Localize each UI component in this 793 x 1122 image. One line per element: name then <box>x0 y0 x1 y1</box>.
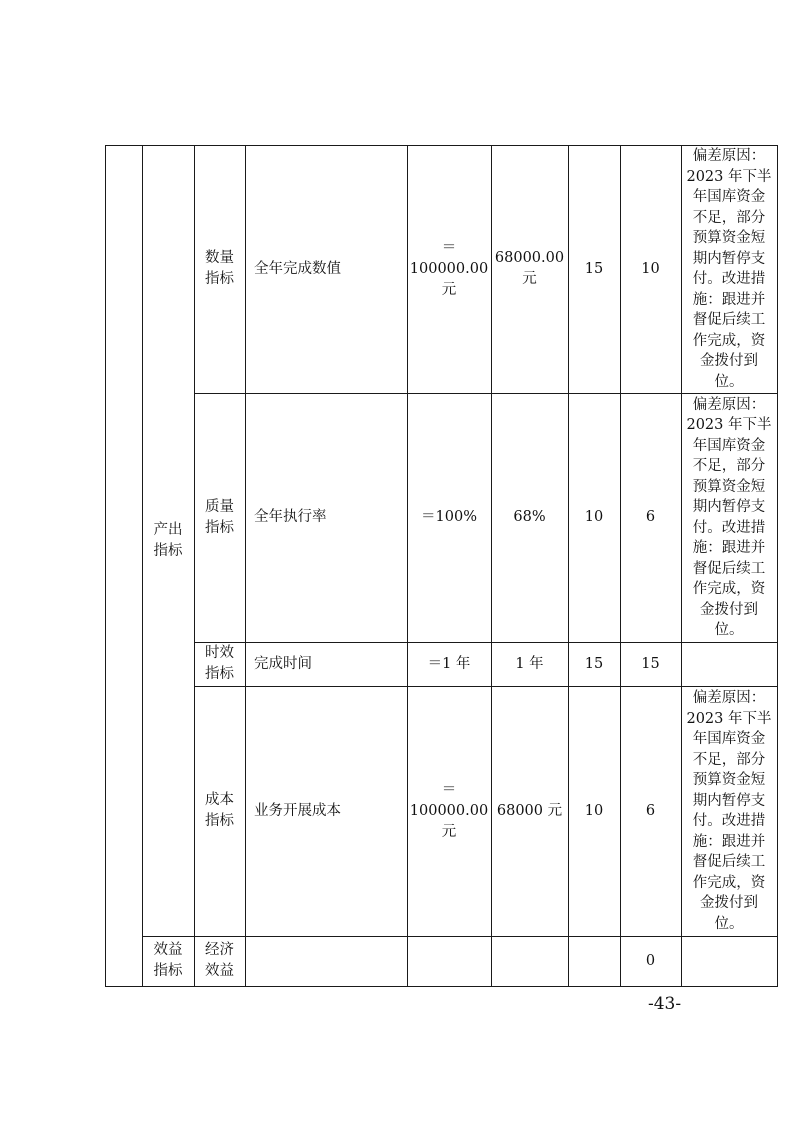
text-line: 指标 <box>205 519 234 536</box>
weight-cell-text <box>585 801 603 822</box>
text-line: ＝100% <box>421 509 477 525</box>
actual-value-cell <box>491 686 568 936</box>
weight-cell <box>568 642 620 686</box>
text-line: 期内暂停支 <box>692 250 766 267</box>
category-cell-text <box>205 790 234 832</box>
text-line: 施：跟进并 <box>692 540 766 556</box>
indicator-cell-text <box>254 654 312 675</box>
text-line: 位。 <box>714 915 744 932</box>
text-line: 督促后续工 <box>692 312 766 328</box>
score-cell <box>620 145 681 393</box>
text-line: 年国库资金 <box>692 731 766 747</box>
text-line: 施：跟进并 <box>692 291 766 308</box>
actual-value-cell <box>491 642 568 686</box>
text-line: ＝ <box>441 781 457 798</box>
text-line: 偏差原因： <box>692 148 766 164</box>
weight-cell <box>568 936 620 986</box>
text-line: 100000.00 <box>409 802 489 819</box>
actual-value-cell-text <box>495 248 564 290</box>
text-line: 指标 <box>153 963 183 979</box>
text-line: 作完成，资 <box>692 581 766 597</box>
indicator-cell <box>245 145 407 393</box>
text-line: 督促后续工 <box>692 560 766 577</box>
text-line: 指标 <box>205 271 234 287</box>
text-line: 经济 <box>205 942 234 958</box>
text-line: 10 <box>641 260 660 277</box>
indicator-cell-text <box>254 801 341 822</box>
actual-value-cell-text <box>513 507 545 528</box>
text-line: 偏差原因： <box>692 690 766 706</box>
text-line: 业务开展成本 <box>254 802 341 819</box>
deviation-note-cell <box>681 642 777 686</box>
text-line: 付。改进措 <box>692 271 766 287</box>
score-cell <box>620 642 681 686</box>
score-cell-text <box>646 951 655 972</box>
category-cell-text <box>205 248 234 290</box>
text-line: 预算资金短 <box>692 230 766 246</box>
table-border-right <box>777 145 778 987</box>
text-line: 期内暂停支 <box>692 792 766 809</box>
text-line: 督促后续工 <box>692 854 766 870</box>
text-line: 1 年 <box>515 655 544 672</box>
text-line: 不足，部分 <box>692 751 766 768</box>
text-line: 元 <box>522 271 537 287</box>
indicator-cell <box>245 686 407 936</box>
text-line: 68000 元 <box>496 802 563 819</box>
category-cell <box>194 642 245 686</box>
text-line: 完成时间 <box>254 655 312 672</box>
actual-value-cell-text <box>515 654 543 675</box>
text-line: 付。改进措 <box>692 519 766 536</box>
text-line: 6 <box>645 802 656 819</box>
deviation-note-cell-text <box>686 688 771 934</box>
text-line: 100000.00 <box>409 260 489 277</box>
text-line: 质量 <box>205 498 234 515</box>
category-cell-text <box>205 940 234 982</box>
target-value-cell <box>407 936 491 986</box>
text-line: 2023 年下半 <box>686 417 772 433</box>
text-line: 时效 <box>205 645 234 661</box>
target-value-cell <box>407 642 491 686</box>
text-line: 指标 <box>153 542 183 559</box>
text-line: 数量 <box>205 250 234 266</box>
score-cell-text <box>646 507 655 528</box>
score-cell-text <box>641 654 659 675</box>
target-value-cell-text <box>428 654 471 675</box>
group-label-output <box>142 145 194 936</box>
text-line: 指标 <box>205 666 234 682</box>
category-cell <box>194 393 245 642</box>
text-line: 元 <box>441 281 457 298</box>
deviation-note-cell <box>681 393 777 642</box>
actual-value-cell-text <box>497 801 562 822</box>
text-line: 不足，部分 <box>692 209 766 226</box>
deviation-note-cell-text <box>686 146 771 392</box>
indicator-cell-text <box>254 507 327 528</box>
weight-cell <box>568 686 620 936</box>
category-cell <box>194 145 245 393</box>
deviation-note-cell-text <box>686 395 771 641</box>
score-cell <box>620 936 681 986</box>
score-cell-text <box>646 801 655 822</box>
text-line: 作完成，资 <box>692 332 766 349</box>
text-line: 施：跟进并 <box>692 833 766 850</box>
text-line: 期内暂停支 <box>692 499 766 515</box>
target-value-cell-text <box>410 780 488 843</box>
text-line: 效益 <box>205 963 234 979</box>
indicator-cell-text <box>254 259 341 280</box>
text-line: 全年执行率 <box>254 509 327 525</box>
text-line: 15 <box>584 655 604 672</box>
text-line: ＝ <box>441 239 457 256</box>
actual-value-cell <box>491 393 568 642</box>
text-line: 10 <box>584 509 604 525</box>
text-line: 元 <box>441 823 457 840</box>
text-line: 15 <box>641 655 660 672</box>
text-line: 预算资金短 <box>692 478 766 495</box>
category-cell <box>194 936 245 986</box>
indicator-cell <box>245 936 407 986</box>
category-cell-text <box>205 643 234 685</box>
text-line: 作完成，资 <box>692 874 766 891</box>
text-line: 金拨付到 <box>699 601 758 618</box>
deviation-note-cell <box>681 145 777 393</box>
text-line: 偏差原因： <box>692 396 766 413</box>
text-line: 6 <box>645 509 656 525</box>
weight-cell <box>568 145 620 393</box>
text-line: 68000.00 <box>494 250 565 266</box>
text-line: ＝1 年 <box>427 655 471 672</box>
text-line: 年国库资金 <box>692 437 766 454</box>
column-divider <box>105 145 106 987</box>
target-value-cell-text <box>410 238 488 301</box>
text-line: 68% <box>513 509 546 525</box>
weight-cell-text <box>585 259 603 280</box>
category-cell-text <box>205 497 234 539</box>
text-line: 产出 <box>153 521 183 538</box>
text-line: 全年完成数值 <box>254 260 341 277</box>
text-line: 2023 年下半 <box>686 168 772 185</box>
text-line: 成本 <box>205 792 234 808</box>
text-line: 10 <box>584 802 604 819</box>
weight-cell-text <box>585 654 603 675</box>
page-number: -43- <box>648 994 682 1014</box>
score-cell <box>620 393 681 642</box>
weight-cell-text <box>585 507 603 528</box>
score-cell-text <box>641 259 659 280</box>
text-line: 付。改进措 <box>692 813 766 829</box>
actual-value-cell <box>491 936 568 986</box>
group-label-benefit <box>142 936 194 986</box>
category-cell <box>194 686 245 936</box>
text-line: 位。 <box>714 373 744 390</box>
text-line: 2023 年下半 <box>686 710 772 727</box>
text-line: 0 <box>645 952 656 969</box>
deviation-note-cell <box>681 936 777 986</box>
target-value-cell <box>407 393 491 642</box>
text-line: 位。 <box>714 622 744 638</box>
text-line: 不足，部分 <box>692 458 766 474</box>
target-value-cell <box>407 686 491 936</box>
text-line: 15 <box>584 260 604 277</box>
table-border-bottom <box>105 986 778 987</box>
indicator-cell <box>245 393 407 642</box>
text-line: 指标 <box>205 813 234 829</box>
weight-cell <box>568 393 620 642</box>
target-value-cell-text <box>421 507 477 528</box>
text-line: 年国库资金 <box>692 189 766 205</box>
text-line: 金拨付到 <box>699 353 758 369</box>
score-cell <box>620 686 681 936</box>
text-line: 预算资金短 <box>692 772 766 788</box>
target-value-cell <box>407 145 491 393</box>
text-line: 效益 <box>153 942 183 958</box>
indicator-cell <box>245 642 407 686</box>
actual-value-cell <box>491 145 568 393</box>
deviation-note-cell <box>681 686 777 936</box>
text-line: 金拨付到 <box>699 895 758 911</box>
